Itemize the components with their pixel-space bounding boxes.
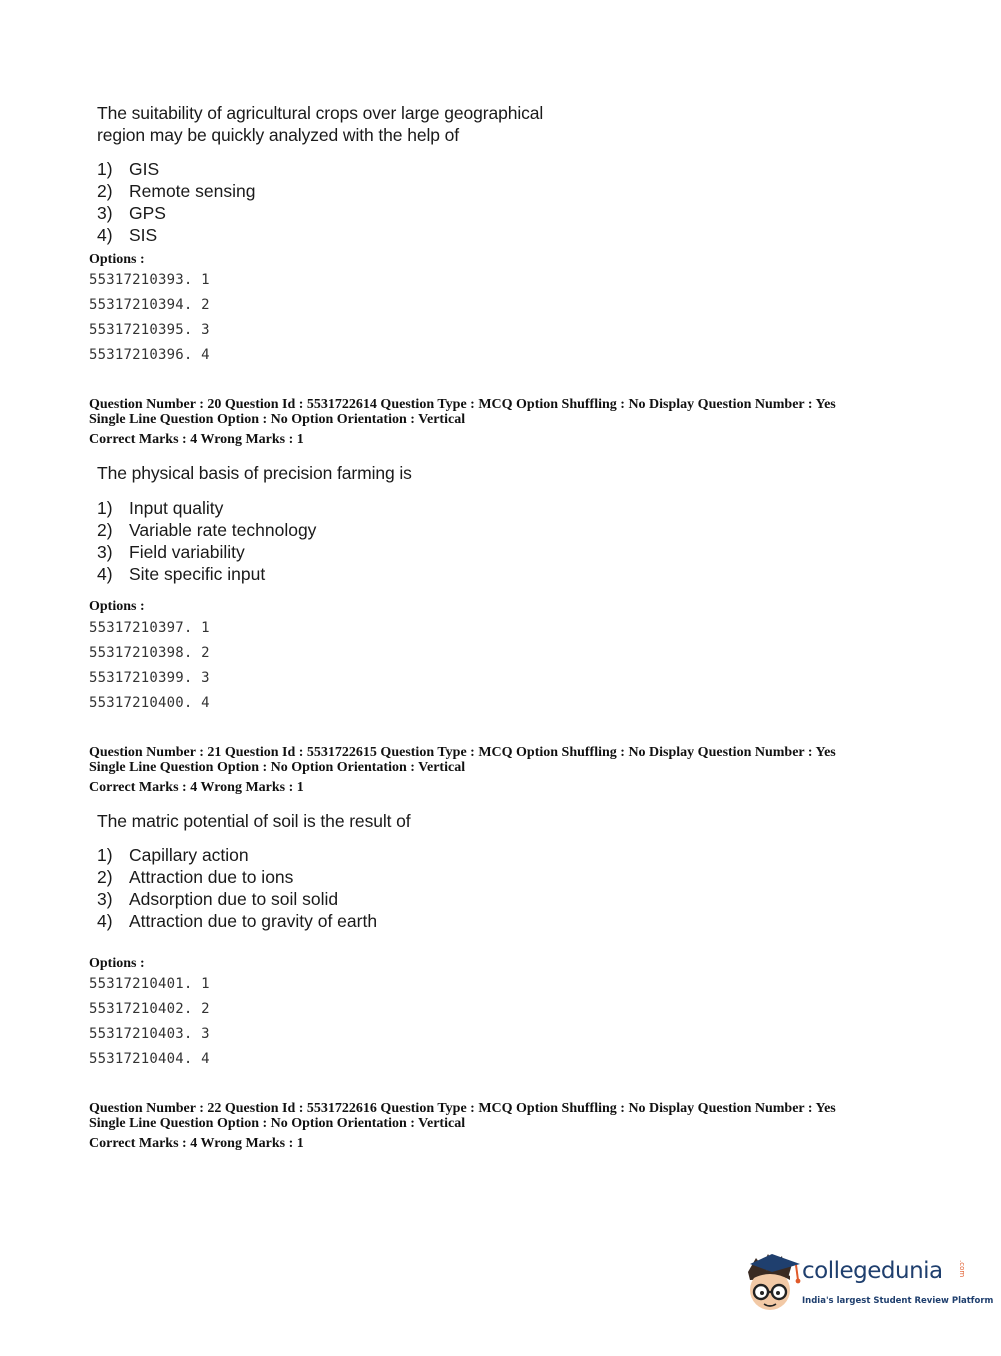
option-id: 55317210399. 3 xyxy=(89,670,210,686)
logo-tagline: India's largest Student Review Platform xyxy=(802,1296,994,1306)
option-id: 55317210400. 4 xyxy=(89,695,210,711)
question-text-line: The suitability of agricultural crops over large geographical xyxy=(97,103,544,123)
question-text-line: The physical basis of precision farming is xyxy=(97,463,412,483)
question-21-text xyxy=(97,810,411,832)
options-label: Options : xyxy=(89,599,145,614)
question-text-line: region may be quickly analyzed with the help of xyxy=(97,125,460,145)
option-id: 55317210394. 2 xyxy=(89,297,210,313)
logo-wordmark: collegedunia xyxy=(802,1258,943,1284)
choice-item: 1) Input quality xyxy=(97,498,224,518)
choice-item: 3) GPS xyxy=(97,203,166,223)
question-20-meta xyxy=(89,397,919,447)
meta-line: Question Number : 20 Question Id : 5531722614 Question Type : MCQ Option Shuffling : No Display Question Number : Yes xyxy=(89,397,836,412)
choice-item: 4) SIS xyxy=(97,225,158,245)
question-22-meta xyxy=(89,1101,919,1151)
question-19-choices xyxy=(97,158,255,246)
question-20-text xyxy=(97,462,412,484)
mascot-icon xyxy=(742,1250,802,1320)
option-id: 55317210403. 3 xyxy=(89,1026,210,1042)
option-id: 55317210401. 1 xyxy=(89,976,210,992)
option-id: 55317210397. 1 xyxy=(89,620,210,636)
question-21-choices xyxy=(97,844,377,932)
meta-line: Single Line Question Option : No Option Orientation : Vertical xyxy=(89,412,466,427)
options-label: Options : xyxy=(89,252,145,267)
question-text-line: The matric potential of soil is the result of xyxy=(97,811,411,831)
options-list xyxy=(89,616,210,716)
options-list xyxy=(89,268,210,368)
choice-item: 1) Capillary action xyxy=(97,845,249,865)
options-list xyxy=(89,972,210,1072)
meta-line: Single Line Question Option : No Option Orientation : Vertical xyxy=(89,1116,466,1131)
option-id: 55317210395. 3 xyxy=(89,322,210,338)
choice-item: 2) Remote sensing xyxy=(97,181,256,201)
question-19-text xyxy=(97,102,543,146)
marks-line: Correct Marks : 4 Wrong Marks : 1 xyxy=(89,780,304,795)
option-id: 55317210404. 4 xyxy=(89,1051,210,1067)
logo-dotcom: .com xyxy=(958,1260,966,1278)
collegedunia-logo xyxy=(742,1250,994,1320)
meta-line: Question Number : 22 Question Id : 5531722616 Question Type : MCQ Option Shuffling : No Display Question Number : Yes xyxy=(89,1101,836,1116)
meta-line: Question Number : 21 Question Id : 5531722615 Question Type : MCQ Option Shuffling : No Display Question Number : Yes xyxy=(89,745,836,760)
choice-item: 3) Field variability xyxy=(97,542,245,562)
choice-item: 1) GIS xyxy=(97,159,160,179)
choice-item: 4) Site specific input xyxy=(97,564,266,584)
question-21-meta xyxy=(89,745,919,795)
choice-item: 2) Variable rate technology xyxy=(97,520,317,540)
choice-item: 2) Attraction due to ions xyxy=(97,867,294,887)
question-20-choices xyxy=(97,497,316,585)
option-id: 55317210396. 4 xyxy=(89,347,210,363)
meta-line: Single Line Question Option : No Option Orientation : Vertical xyxy=(89,760,466,775)
option-id: 55317210398. 2 xyxy=(89,645,210,661)
choice-item: 3) Adsorption due to soil solid xyxy=(97,889,339,909)
choice-item: 4) Attraction due to gravity of earth xyxy=(97,911,378,931)
option-id: 55317210402. 2 xyxy=(89,1001,210,1017)
option-id: 55317210393. 1 xyxy=(89,272,210,288)
marks-line: Correct Marks : 4 Wrong Marks : 1 xyxy=(89,432,304,447)
options-label: Options : xyxy=(89,956,145,971)
marks-line: Correct Marks : 4 Wrong Marks : 1 xyxy=(89,1136,304,1151)
